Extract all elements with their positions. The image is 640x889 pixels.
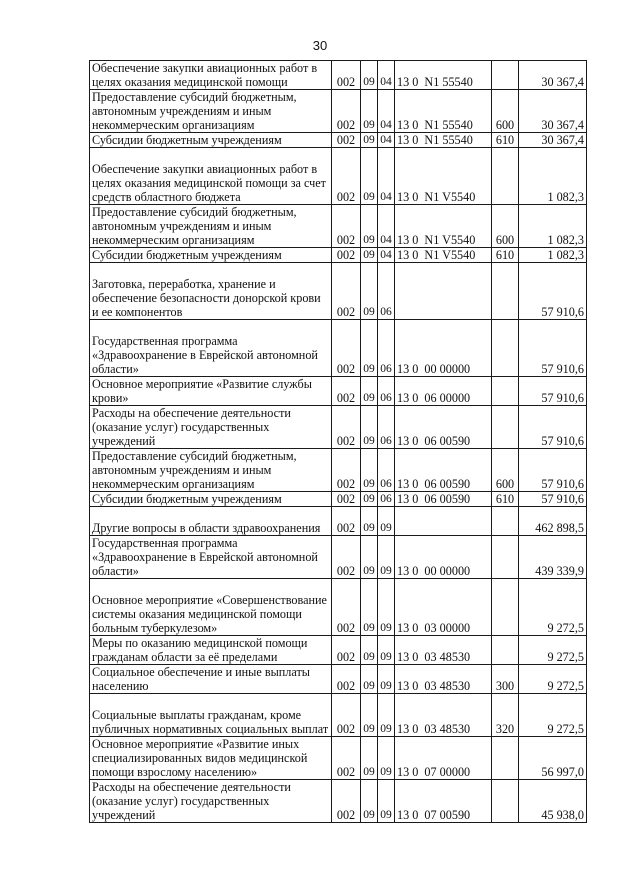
row-name: Предоставление субсидий бюджетным, автономным учреждениям и иным некоммерческим организациям (90, 205, 332, 248)
row-subsection: 09 (378, 737, 395, 780)
row-article: 13 0 06 00590 (395, 492, 492, 507)
row-subsection: 04 (378, 133, 395, 148)
row-code: 002 (332, 737, 361, 780)
row-section: 09 (361, 694, 378, 737)
row-amount: 462 898,5 (519, 507, 587, 536)
row-subsection: 04 (378, 248, 395, 263)
table-row (90, 148, 587, 205)
row-subsection: 06 (378, 320, 395, 377)
row-expense-type (492, 780, 519, 823)
row-code: 002 (332, 507, 361, 536)
row-name: Расходы на обеспечение деятельности (оказание услуг) государственных учреждений (90, 780, 332, 823)
row-name: Меры по оказанию медицинской помощи гражданам области за её пределами (90, 636, 332, 665)
row-amount: 57 910,6 (519, 492, 587, 507)
row-amount: 57 910,6 (519, 377, 587, 406)
row-code: 002 (332, 449, 361, 492)
row-subsection: 09 (378, 636, 395, 665)
row-subsection: 04 (378, 205, 395, 248)
row-subsection: 09 (378, 694, 395, 737)
row-amount: 9 272,5 (519, 636, 587, 665)
row-expense-type (492, 148, 519, 205)
row-subsection: 09 (378, 780, 395, 823)
table-row (90, 449, 587, 492)
row-expense-type: 320 (492, 694, 519, 737)
table-row (90, 579, 587, 636)
row-article: 13 0 03 48530 (395, 694, 492, 737)
table-row (90, 90, 587, 133)
row-code: 002 (332, 492, 361, 507)
row-code: 002 (332, 248, 361, 263)
row-name: Социальные выплаты гражданам, кроме публичных нормативных социальных выплат (90, 694, 332, 737)
row-article: 13 0 N1 55540 (395, 133, 492, 148)
row-section: 09 (361, 665, 378, 694)
row-section: 09 (361, 61, 378, 90)
row-name: Государственная программа «Здравоохранение в Еврейской автономной области» (90, 320, 332, 377)
row-amount: 57 910,6 (519, 320, 587, 377)
row-code: 002 (332, 61, 361, 90)
row-amount: 1 082,3 (519, 248, 587, 263)
row-section: 09 (361, 263, 378, 320)
table-row (90, 507, 587, 536)
table-row (90, 377, 587, 406)
row-article: 13 0 03 48530 (395, 665, 492, 694)
row-amount: 45 938,0 (519, 780, 587, 823)
row-expense-type: 610 (492, 492, 519, 507)
row-amount: 1 082,3 (519, 148, 587, 205)
row-subsection: 06 (378, 449, 395, 492)
row-section: 09 (361, 492, 378, 507)
row-expense-type (492, 377, 519, 406)
row-expense-type (492, 636, 519, 665)
row-expense-type (492, 61, 519, 90)
row-section: 09 (361, 406, 378, 449)
row-section: 09 (361, 248, 378, 263)
table-row (90, 536, 587, 579)
row-amount: 30 367,4 (519, 61, 587, 90)
row-article: 13 0 N1 V5540 (395, 205, 492, 248)
row-code: 002 (332, 636, 361, 665)
row-code: 002 (332, 148, 361, 205)
row-name: Заготовка, переработка, хранение и обеспечение безопасности донорской крови и ее компонентов (90, 263, 332, 320)
row-section: 09 (361, 205, 378, 248)
row-section: 09 (361, 636, 378, 665)
table-row (90, 61, 587, 90)
table-row (90, 248, 587, 263)
row-code: 002 (332, 780, 361, 823)
row-section: 09 (361, 320, 378, 377)
row-expense-type (492, 406, 519, 449)
row-subsection: 04 (378, 148, 395, 205)
row-subsection: 04 (378, 90, 395, 133)
row-amount: 1 082,3 (519, 205, 587, 248)
row-code: 002 (332, 406, 361, 449)
row-name: Расходы на обеспечение деятельности (оказание услуг) государственных учреждений (90, 406, 332, 449)
row-name: Основное мероприятие «Развитие иных специализированных видов медицинской помощи взрослому населению» (90, 737, 332, 780)
row-subsection: 04 (378, 61, 395, 90)
row-code: 002 (332, 320, 361, 377)
row-code: 002 (332, 536, 361, 579)
row-name: Другие вопросы в области здравоохранения (90, 507, 332, 536)
row-amount: 439 339,9 (519, 536, 587, 579)
table-row (90, 665, 587, 694)
row-name: Обеспечение закупки авиационных работ в целях оказания медицинской помощи (90, 61, 332, 90)
row-expense-type: 610 (492, 248, 519, 263)
row-amount: 30 367,4 (519, 133, 587, 148)
row-amount: 57 910,6 (519, 449, 587, 492)
row-amount: 30 367,4 (519, 90, 587, 133)
table-row (90, 492, 587, 507)
row-section: 09 (361, 133, 378, 148)
row-expense-type: 600 (492, 90, 519, 133)
row-expense-type: 600 (492, 449, 519, 492)
row-expense-type (492, 536, 519, 579)
row-amount: 56 997,0 (519, 737, 587, 780)
row-article: 13 0 N1 V5540 (395, 148, 492, 205)
row-article: 13 0 00 00000 (395, 320, 492, 377)
row-amount: 9 272,5 (519, 579, 587, 636)
row-subsection: 09 (378, 665, 395, 694)
row-expense-type (492, 737, 519, 780)
row-section: 09 (361, 148, 378, 205)
row-code: 002 (332, 133, 361, 148)
row-article: 13 0 07 00590 (395, 780, 492, 823)
row-article: 13 0 N1 V5540 (395, 248, 492, 263)
row-expense-type: 610 (492, 133, 519, 148)
row-code: 002 (332, 665, 361, 694)
row-expense-type (492, 263, 519, 320)
row-article: 13 0 03 00000 (395, 579, 492, 636)
row-section: 09 (361, 90, 378, 133)
row-subsection: 06 (378, 406, 395, 449)
row-expense-type (492, 507, 519, 536)
row-section: 09 (361, 377, 378, 406)
row-expense-type (492, 320, 519, 377)
row-name: Предоставление субсидий бюджетным, автономным учреждениям и иным некоммерческим организациям (90, 90, 332, 133)
row-section: 09 (361, 536, 378, 579)
row-code: 002 (332, 579, 361, 636)
table-row (90, 320, 587, 377)
row-subsection: 09 (378, 507, 395, 536)
row-name: Обеспечение закупки авиационных работ в целях оказания медицинской помощи за счет средств областного бюджета (90, 148, 332, 205)
row-subsection: 06 (378, 492, 395, 507)
row-article (395, 263, 492, 320)
row-code: 002 (332, 90, 361, 133)
row-section: 09 (361, 507, 378, 536)
row-article: 13 0 03 48530 (395, 636, 492, 665)
row-code: 002 (332, 377, 361, 406)
row-name: Государственная программа «Здравоохранение в Еврейской автономной области» (90, 536, 332, 579)
budget-table-body (90, 61, 587, 823)
row-subsection: 06 (378, 263, 395, 320)
row-name: Социальное обеспечение и иные выплаты населению (90, 665, 332, 694)
table-row (90, 263, 587, 320)
row-name: Субсидии бюджетным учреждениям (90, 133, 332, 148)
row-name: Субсидии бюджетным учреждениям (90, 492, 332, 507)
row-name: Основное мероприятие «Развитие службы крови» (90, 377, 332, 406)
row-section: 09 (361, 780, 378, 823)
table-row (90, 780, 587, 823)
row-section: 09 (361, 449, 378, 492)
row-article (395, 507, 492, 536)
row-section: 09 (361, 737, 378, 780)
row-code: 002 (332, 205, 361, 248)
row-subsection: 09 (378, 536, 395, 579)
row-article: 13 0 00 00000 (395, 536, 492, 579)
row-article: 13 0 07 00000 (395, 737, 492, 780)
budget-table (89, 60, 587, 823)
row-article: 13 0 06 00590 (395, 449, 492, 492)
row-expense-type: 300 (492, 665, 519, 694)
row-name: Предоставление субсидий бюджетным, автономным учреждениям и иным некоммерческим организациям (90, 449, 332, 492)
page-number: 30 (312, 38, 328, 53)
row-expense-type: 600 (492, 205, 519, 248)
table-row (90, 406, 587, 449)
table-row (90, 133, 587, 148)
row-amount: 57 910,6 (519, 406, 587, 449)
row-code: 002 (332, 263, 361, 320)
row-amount: 57 910,6 (519, 263, 587, 320)
row-article: 13 0 N1 55540 (395, 61, 492, 90)
row-section: 09 (361, 579, 378, 636)
table-row (90, 737, 587, 780)
row-article: 13 0 06 00590 (395, 406, 492, 449)
row-code: 002 (332, 694, 361, 737)
row-subsection: 09 (378, 579, 395, 636)
row-name: Субсидии бюджетным учреждениям (90, 248, 332, 263)
row-amount: 9 272,5 (519, 694, 587, 737)
table-row (90, 636, 587, 665)
row-amount: 9 272,5 (519, 665, 587, 694)
row-name: Основное мероприятие «Совершенствование системы оказания медицинской помощи больным туберкулезом» (90, 579, 332, 636)
row-expense-type (492, 579, 519, 636)
row-subsection: 06 (378, 377, 395, 406)
row-article: 13 0 N1 55540 (395, 90, 492, 133)
table-row (90, 694, 587, 737)
table-row (90, 205, 587, 248)
row-article: 13 0 06 00000 (395, 377, 492, 406)
